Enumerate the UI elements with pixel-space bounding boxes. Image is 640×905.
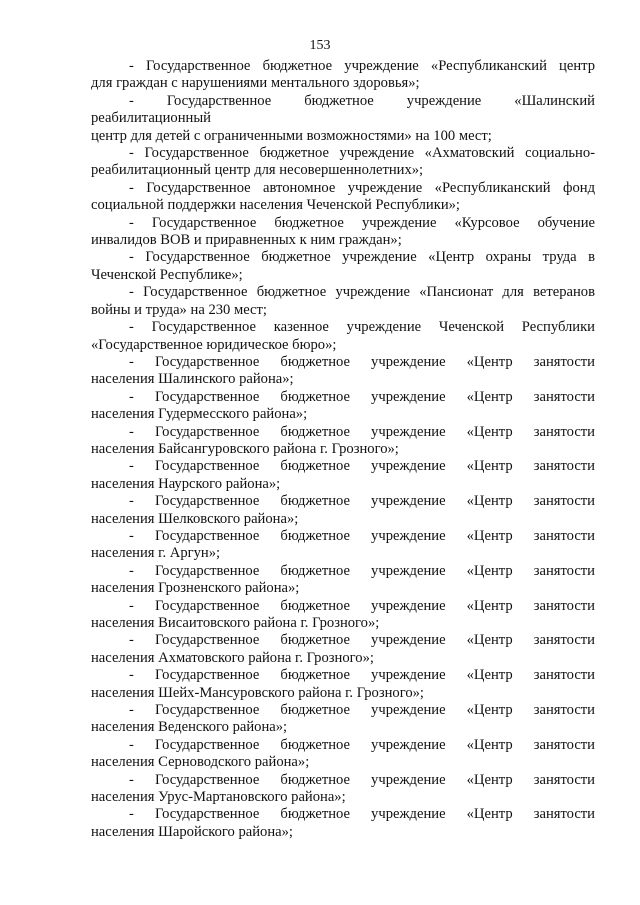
page-number: 153	[309, 38, 331, 53]
list-item	[91, 145, 595, 180]
list-item-line-1: - Государственное автономное учреждение «Республиканский фонд	[129, 179, 595, 196]
list-item	[91, 667, 595, 702]
institution-list	[91, 58, 595, 841]
list-item	[91, 319, 595, 354]
list-item-line-1: - Государственное бюджетное учреждение «Центр занятости	[129, 667, 595, 684]
list-item	[91, 598, 595, 633]
list-item	[91, 493, 595, 528]
list-item-line-1: - Государственное бюджетное учреждение «Центр занятости	[129, 458, 595, 475]
list-item-line-1: - Государственное бюджетное учреждение «Центр охраны труда в	[129, 249, 595, 266]
list-item-line-1: - Государственное бюджетное учреждение «Центр занятости	[129, 771, 595, 788]
list-item-line-2: населения Шейх-Мансуровского района г. Грозного»;	[91, 684, 424, 701]
list-item	[91, 284, 595, 319]
list-item	[91, 354, 595, 389]
list-item-line-1: - Государственное бюджетное учреждение «Центр занятости	[129, 736, 595, 753]
list-item	[91, 93, 595, 145]
list-item-line-2: населения Байсангуровского района г. Грозного»;	[91, 440, 399, 457]
list-item-line-1: - Государственное бюджетное учреждение «Курсовое обучение	[129, 214, 595, 231]
list-item	[91, 563, 595, 598]
list-item-line-1: - Государственное бюджетное учреждение «Центр занятости	[129, 388, 595, 405]
list-item	[91, 249, 595, 284]
list-item-line-2: населения Серноводского района»;	[91, 754, 310, 771]
list-item-line-1: - Государственное бюджетное учреждение «Центр занятости	[129, 632, 595, 649]
list-item	[91, 806, 595, 841]
list-item-line-2: населения Висаитовского района г. Грозного»;	[91, 615, 380, 631]
list-item	[91, 772, 595, 807]
list-item-line-2: населения Грозненского района»;	[91, 580, 300, 597]
list-item-line-2: населения Ахматовского района г. Грозного»;	[91, 649, 374, 666]
list-item-line-1: - Государственное бюджетное учреждение «Пансионат для ветеранов	[129, 284, 595, 301]
list-item-line-1: - Государственное бюджетное учреждение «Центр занятости	[129, 493, 595, 510]
list-item-line-1: - Государственное бюджетное учреждение «Республиканский центр	[129, 58, 595, 74]
list-item-line-2: Чеченской Республике»;	[91, 266, 243, 283]
list-item-line-2: социальной поддержки населения Чеченской Республики»;	[91, 197, 460, 214]
list-item-line-1: - Государственное бюджетное учреждение «Центр занятости	[129, 702, 595, 719]
list-item	[91, 424, 595, 459]
list-item-line-1: - Государственное бюджетное учреждение «Шалинский реабилитационный	[91, 92, 595, 127]
list-item-line-1: - Государственное казенное учреждение Чеченской Республики	[129, 319, 595, 336]
list-item	[91, 215, 595, 250]
list-item-line-2: «Государственное юридическое бюро»;	[91, 336, 337, 353]
list-item	[91, 458, 595, 493]
list-item-line-2: населения Наурского района»;	[91, 475, 281, 492]
list-item-line-2: центр для детей с ограниченными возможностями» на 100 мест;	[91, 127, 492, 144]
list-item-line-2: населения Урус-Мартановского района»;	[91, 789, 346, 806]
list-item-line-2: для граждан с нарушениями ментального здоровья»;	[91, 75, 420, 92]
list-item-line-2: населения Веденского района»;	[91, 719, 288, 736]
list-item-line-1: - Государственное бюджетное учреждение «Центр занятости	[129, 527, 595, 544]
list-item-line-2: населения Шелковского района»;	[91, 510, 299, 527]
list-item	[91, 58, 595, 93]
list-item-line-1: - Государственное бюджетное учреждение «Центр занятости	[129, 562, 595, 579]
list-item	[91, 528, 595, 563]
list-item-line-2: населения Шаройского района»;	[91, 823, 293, 840]
list-item-line-1: - Государственное бюджетное учреждение «Центр занятости	[129, 806, 595, 823]
list-item	[91, 180, 595, 215]
list-item	[91, 737, 595, 772]
list-item	[91, 389, 595, 424]
list-item-line-2: реабилитационный центр для несовершеннолетних»;	[91, 162, 424, 179]
list-item-line-1: - Государственное бюджетное учреждение «Центр занятости	[129, 597, 595, 614]
list-item-line-1: - Государственное бюджетное учреждение «Центр занятости	[129, 423, 595, 440]
list-item	[91, 702, 595, 737]
list-item-line-1: - Государственное бюджетное учреждение «Центр занятости	[129, 353, 595, 370]
list-item	[91, 632, 595, 667]
list-item-line-2: населения г. Аргун»;	[91, 545, 221, 562]
list-item-line-1: - Государственное бюджетное учреждение «Ахматовский социально-	[129, 145, 595, 162]
list-item-line-2: войны и труда» на 230 мест;	[91, 301, 267, 318]
list-item-line-2: инвалидов ВОВ и приравненных к ним граждан»;	[91, 232, 402, 249]
list-item-line-2: населения Гудермесского района»;	[91, 406, 308, 423]
list-item-line-2: населения Шалинского района»;	[91, 371, 294, 388]
